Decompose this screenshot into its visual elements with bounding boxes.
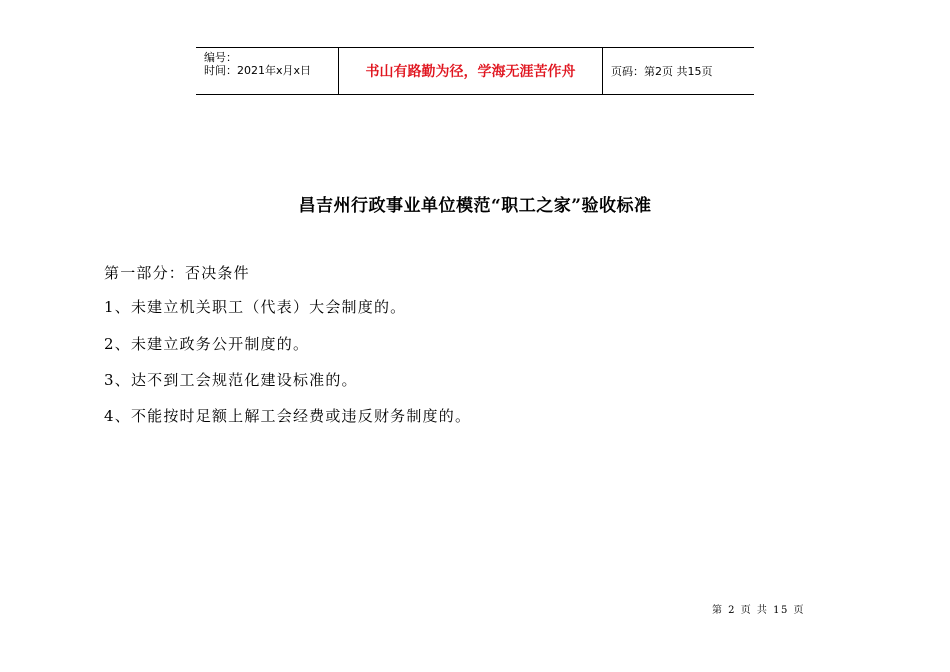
header-meta-cell	[196, 48, 339, 94]
header-time-label: 时间：2021年x月x日	[204, 64, 312, 77]
header-motto: 书山有路勤为径，学海无涯苦作舟	[365, 64, 576, 80]
document-title: 昌吉州行政事业单位模范“职工之家”验收标准	[298, 196, 652, 216]
page-header	[196, 47, 754, 95]
clause-item: 2、未建立政务公开制度的。	[104, 335, 310, 353]
header-page-info: 页码：第2页 共15页	[611, 65, 713, 78]
clause-item: 1、未建立机关职工（代表）大会制度的。	[104, 298, 407, 316]
clause-item: 4、不能按时足额上解工会经费或违反财务制度的。	[104, 407, 472, 425]
section-heading: 第一部分：否决条件	[104, 264, 250, 282]
page-footer: 第 2 页 共 15 页	[712, 605, 805, 616]
header-number-label: 编号：	[204, 51, 237, 64]
header-page-cell	[603, 48, 754, 94]
clause-item: 3、达不到工会规范化建设标准的。	[104, 371, 358, 389]
header-motto-cell	[339, 48, 603, 94]
